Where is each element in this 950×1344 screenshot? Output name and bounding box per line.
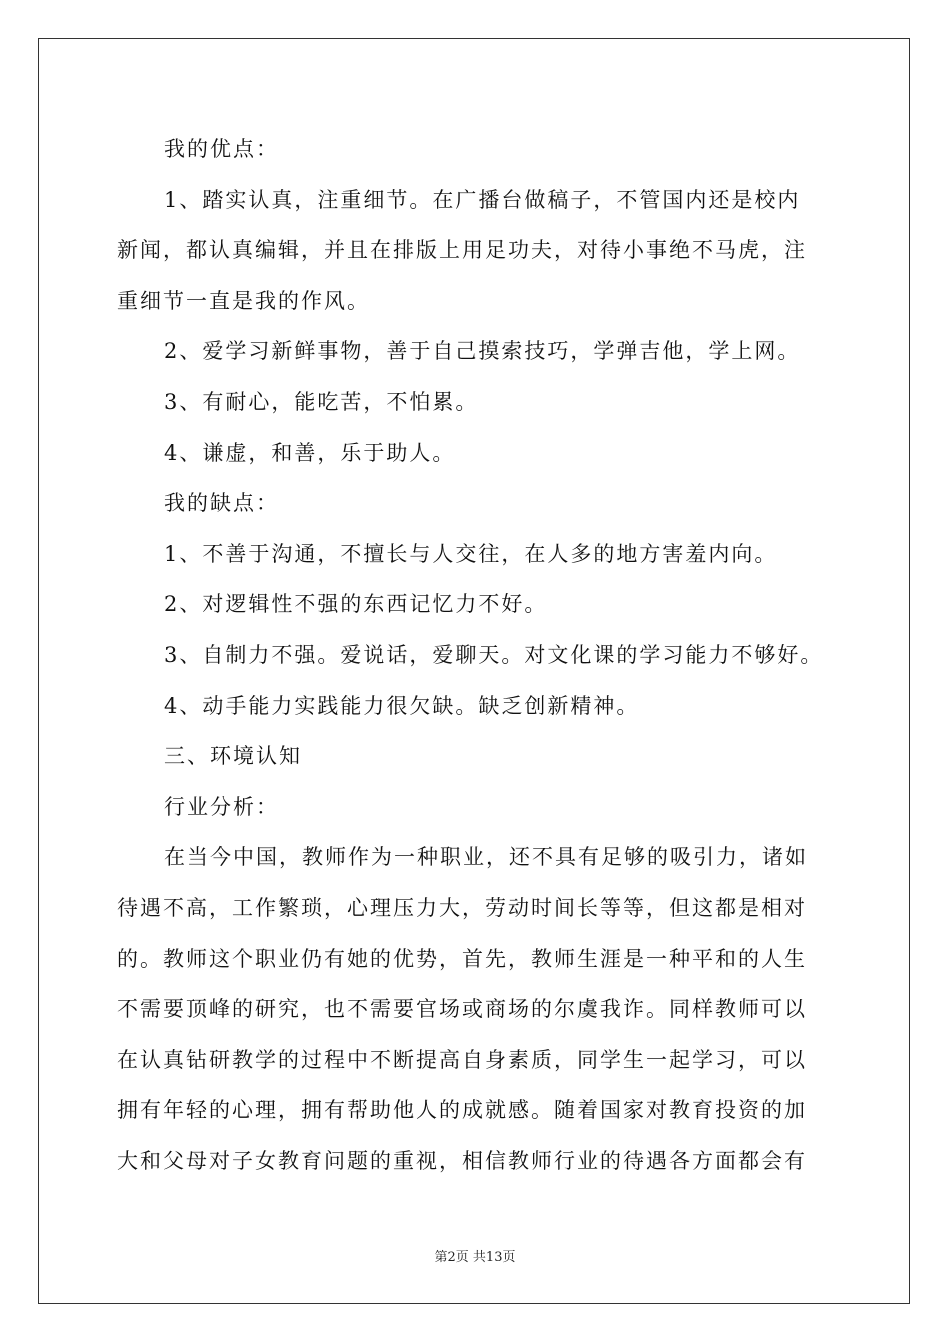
text-line: 新闻，都认真编辑，并且在排版上用足功夫，对待小事绝不马虎，注 — [117, 238, 807, 263]
document-body — [117, 124, 837, 1186]
text-line: 1、不善于沟通，不擅长与人交往，在人多的地方害羞内向。 — [164, 541, 778, 566]
text-line: 我的缺点： — [164, 491, 279, 516]
text-line: 的。教师这个职业仍有她的优势，首先，教师生涯是一种平和的人生 — [117, 946, 807, 971]
text-line: 拥有年轻的心理，拥有帮助他人的成就感。随着国家对教育投资的加 — [117, 1098, 807, 1123]
section-heading: 三、环境认知 — [164, 744, 302, 769]
text-line: 2、对逻辑性不强的东西记忆力不好。 — [164, 592, 548, 617]
text-line: 4、谦虚，和善，乐于助人。 — [164, 440, 456, 465]
page-number-footer: 第2页 共13页 — [434, 1250, 516, 1265]
text-line: 3、有耐心，能吃苦，不怕累。 — [164, 389, 479, 414]
text-line: 3、自制力不强。爱说话，爱聊天。对文化课的学习能力不够好。 — [164, 642, 824, 667]
text-line: 我的优点： — [164, 137, 279, 161]
text-line: 重细节一直是我的作风。 — [117, 288, 370, 313]
text-line: 2、爱学习新鲜事物，善于自己摸索技巧，学弹吉他，学上网。 — [164, 339, 801, 364]
text-line: 大和父母对子女教育问题的重视，相信教师行业的待遇各方面都会有 — [117, 1148, 807, 1173]
text-line: 不需要顶峰的研究，也不需要官场或商场的尔虞我诈。同样教师可以 — [117, 997, 807, 1022]
text-line: 待遇不高，工作繁琐，心理压力大，劳动时间长等等，但这都是相对 — [117, 895, 807, 920]
text-line: 4、动手能力实践能力很欠缺。缺乏创新精神。 — [164, 693, 640, 718]
text-line: 在认真钻研教学的过程中不断提高自身素质，同学生一起学习，可以 — [117, 1047, 807, 1072]
text-line: 1、踏实认真，注重细节。在广播台做稿子，不管国内还是校内 — [164, 187, 801, 212]
text-line: 在当今中国，教师作为一种职业，还不具有足够的吸引力，诸如 — [164, 845, 808, 870]
text-line: 行业分析： — [164, 794, 279, 819]
